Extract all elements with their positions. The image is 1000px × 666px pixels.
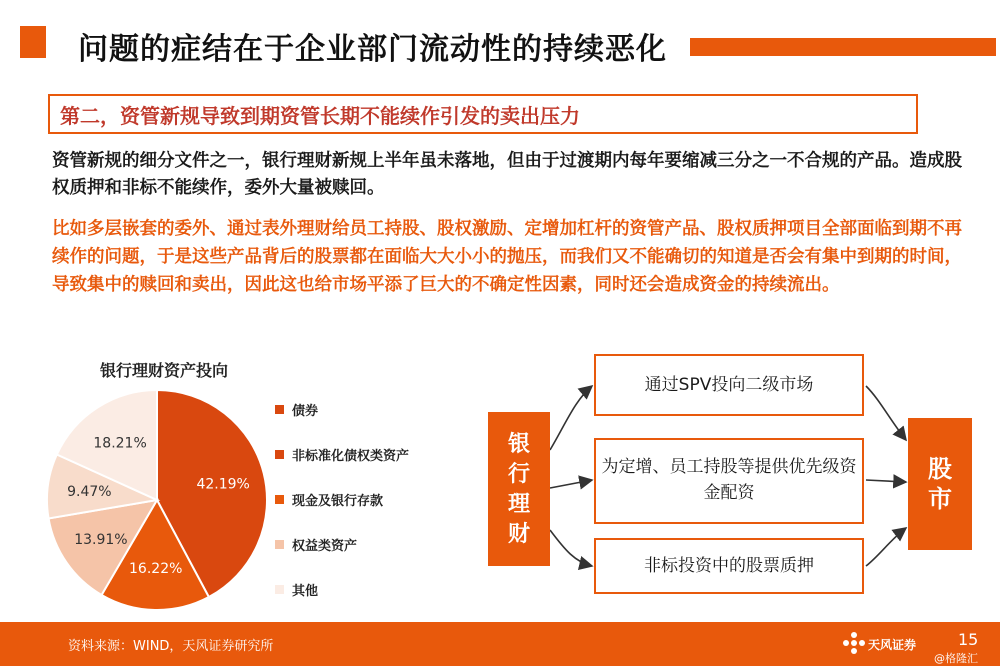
footer [0,622,1000,666]
flow-diagram [470,340,990,620]
legend-label: 其他 [292,584,319,599]
pie-data-label: 42.19% [196,476,250,493]
arrow-path2-to-market [866,480,906,482]
pie-data-label: 9.47% [67,484,112,501]
page-title: 问题的症结在于企业部门流动性的持续恶化 [78,32,667,67]
legend-swatch [275,585,284,594]
legend-swatch [275,540,284,549]
legend-item [275,445,475,465]
data-source: 资料来源：WIND，天风证券研究所 [68,639,274,654]
title-bar [0,18,1000,68]
legend-swatch [275,450,284,459]
path-node-pledge: 非标投资中的股票质押 [594,538,864,594]
company-logo-icon [842,631,866,655]
legend-label: 非标准化债权类资产 [292,449,410,464]
legend-item [275,580,475,600]
title-accent-block [20,26,46,58]
source-node-label: 银 行 理 财 [507,432,530,547]
target-node-label: 股 市 [928,455,952,513]
paragraph-highlight: 比如多层嵌套的委外、通过表外理财给员工持股、股权激励、定增加杠杆的资管产品、股权质押项目全部面临到期不再续作的问题，于是这些产品背后的股票都在面临大大小小的抛压，而我们又不能确切的知道是否会有集中到期的时间，导致集中的赎回和卖出，因此这也给市场平添了巨大的不确定性因素，同时还会造成资金的持续流出。 [52,219,962,295]
legend-item [275,490,475,510]
legend-swatch [275,405,284,414]
arrow-bank-to-path2 [550,480,592,488]
path-node-placement: 为定增、员工持股等提供优先级资金配资 [594,438,864,524]
pie-data-label: 13.91% [74,531,128,548]
legend-label: 债券 [292,404,319,419]
arrow-path1-to-market [866,386,906,440]
pie-data-label: 16.22% [129,561,183,578]
arrow-bank-to-path3 [550,530,592,566]
source-node-bank-wealth [488,412,550,566]
company-logo-text: 天风证券 [868,638,917,652]
legend-swatch [275,495,284,504]
legend-item [275,400,475,420]
subtitle-box [48,94,918,134]
title-accent-bar [690,38,996,56]
paragraph-intro: 资管新规的细分文件之一，银行理财新规上半年虽未落地，但由于过渡期内每年要缩减三分之一不合规的产品。造成股权质押和非标不能续作，委外大量被赎回。 [52,151,962,198]
legend-label: 权益类资产 [292,539,358,554]
subtitle: 第二，资管新规导致到期资管长期不能续作引发的卖出压力 [60,104,580,128]
pie-chart [42,385,272,615]
target-node-stock-market [908,418,972,550]
page-number: 15 [958,630,979,649]
pie-data-label: 18.21% [93,435,147,452]
legend-label: 现金及银行存款 [292,494,384,509]
legend-item [275,535,475,555]
chart-title: 银行理财资产投向 [100,361,229,380]
watermark: @格隆汇 [934,652,978,665]
arrow-path3-to-market [866,528,906,566]
arrow-bank-to-path1 [550,386,592,450]
path-node-spv: 通过SPV投向二级市场 [594,354,864,416]
